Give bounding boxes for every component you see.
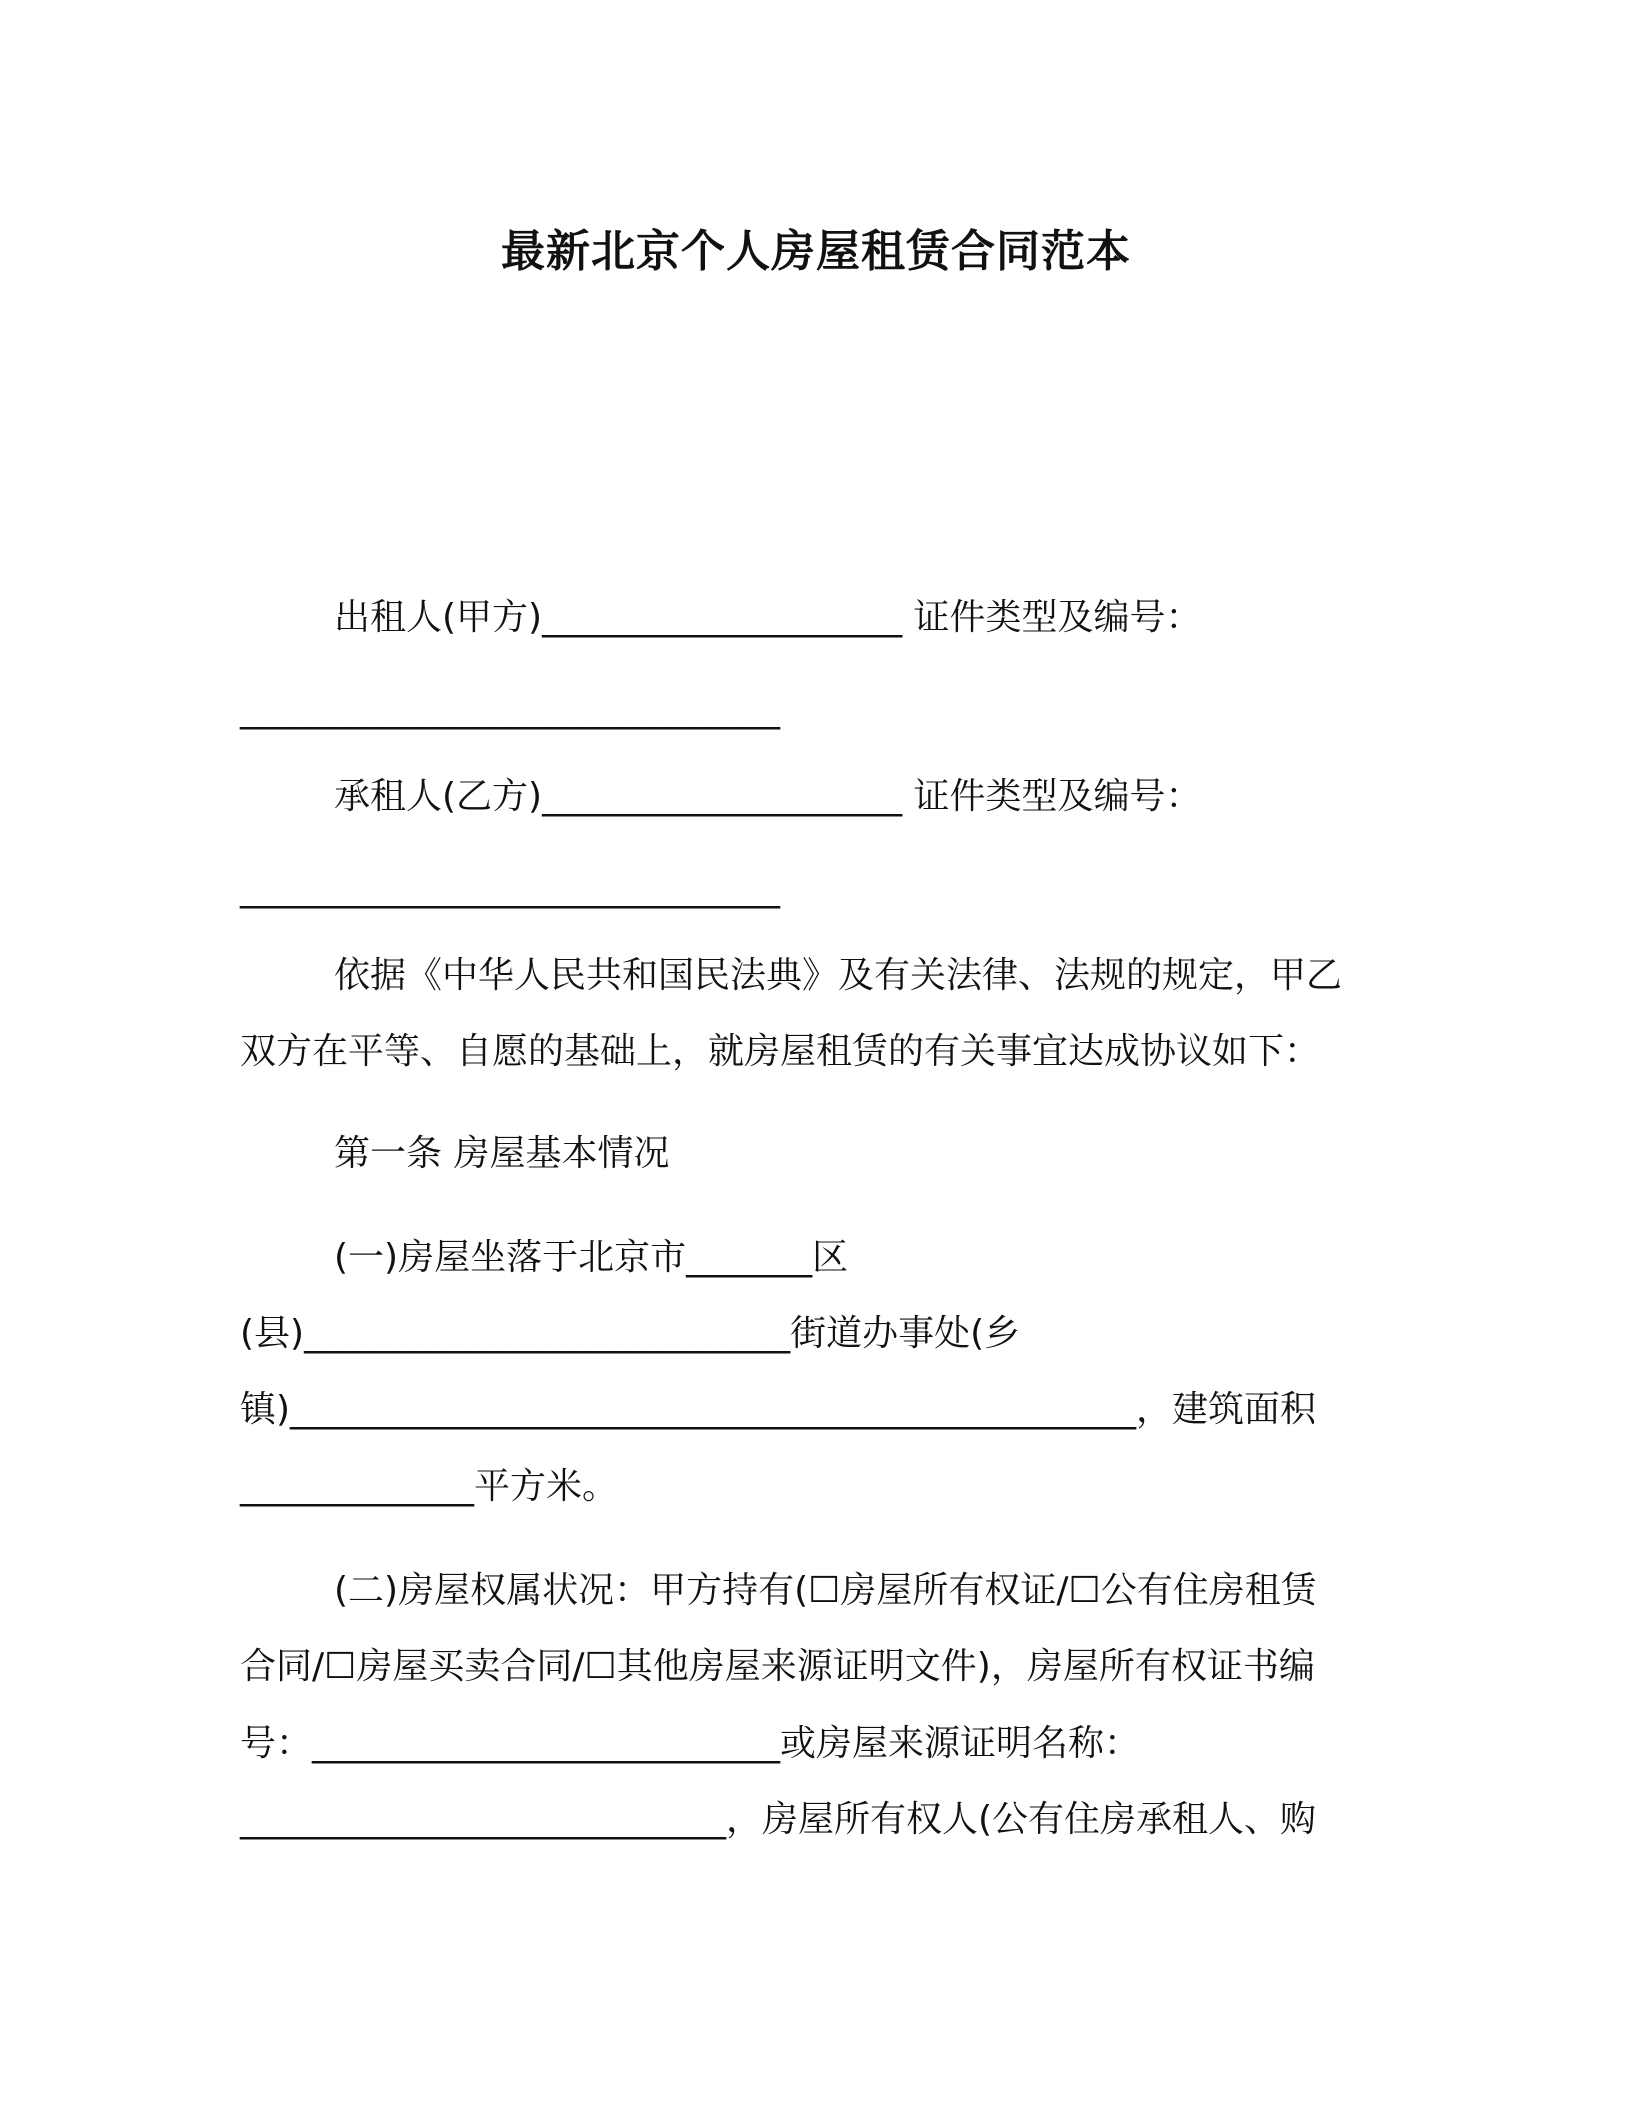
document-title: 最新北京个人房屋租赁合同范本 bbox=[501, 226, 1131, 277]
lessee-line: 承租人(乙方)____________________ 证件类型及编号： bbox=[334, 776, 1202, 817]
location-line-1: (一)房屋坐落于北京市_______区 bbox=[334, 1237, 849, 1278]
article-1-heading: 第一条 房屋基本情况 bbox=[334, 1133, 670, 1174]
area-line: _____________平方米。 bbox=[240, 1466, 619, 1507]
lessor-id-blank: ______________________________ bbox=[240, 689, 780, 730]
lessor-line: 出租人(甲方)____________________ 证件类型及编号： bbox=[334, 597, 1202, 638]
ownership-line-3: 号：__________________________或房屋来源证明名称： bbox=[240, 1723, 1141, 1764]
ownership-line-2: 合同/☐房屋买卖合同/☐其他房屋来源证明文件)，房屋所有权证书编 bbox=[240, 1646, 1315, 1687]
lessee-id-blank: ______________________________ bbox=[240, 868, 780, 909]
preamble-line-2: 双方在平等、自愿的基础上，就房屋租赁的有关事宜达成协议如下： bbox=[240, 1031, 1321, 1072]
preamble-line-1: 依据《中华人民共和国民法典》及有关法律、法规的规定，甲乙 bbox=[334, 955, 1343, 996]
ownership-line-4: ___________________________，房屋所有权人(公有住房承租人、购 bbox=[240, 1799, 1317, 1840]
location-line-3: 镇)_______________________________________________，建筑面积 bbox=[240, 1389, 1317, 1430]
ownership-line-1: (二)房屋权属状况：甲方持有(☐房屋所有权证/☐公有住房租赁 bbox=[334, 1570, 1317, 1611]
location-line-2: (县)___________________________街道办事处(乡 bbox=[240, 1313, 1021, 1354]
